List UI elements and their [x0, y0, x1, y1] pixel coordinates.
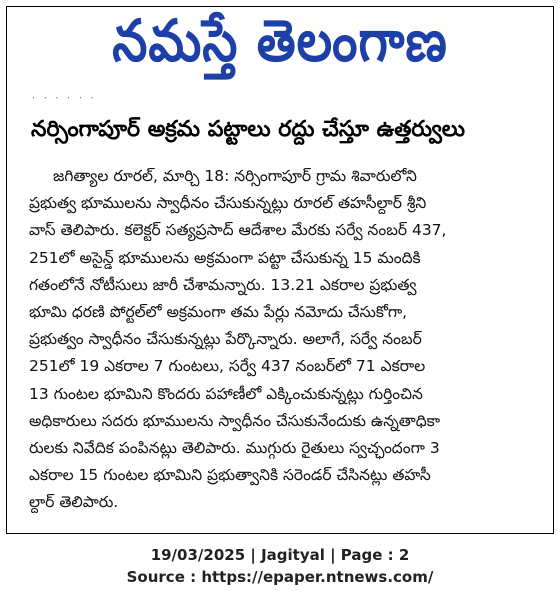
page-footer	[0, 544, 560, 588]
partial-header-text: ॱ ॱ ॱ ॱ ॱ ॱ	[32, 96, 97, 103]
body-line: 251లో 19 ఎకరాల 7 గుంటలు, సర్వే 437 నంబర్‌లో 71 ఎకరాల	[29, 357, 426, 376]
body-line: ప్రభుత్వ భూములను స్వాధీనం చేసుకున్నట్లు రూరల్ తహసీల్దార్ శ్రీని	[29, 194, 427, 213]
body-line: రులకు నివేదిక పంపినట్లు తెలిపారు. ముగ్గురు రైతులు స్వచ్ఛందంగా 3	[29, 439, 440, 458]
masthead	[7, 9, 553, 87]
body-line: గతంలోనే నోటీసులు జారీ చేశామన్నారు. 13.21 ఎకరాల ప్రభుత్వ	[29, 275, 417, 294]
body-line: ఎకరాల 15 గుంటల భూమిని ప్రభుత్వానికి సరెండర్ చేసినట్లు తహసీ	[29, 466, 431, 485]
body-line: ప్రభుత్వం స్వాధీనం చేసుకున్నట్లు పేర్కొన్నారు. అలాగే, సర్వే నంబర్	[29, 330, 422, 349]
body-line: 13 గుంటల భూమిని కొందరు పహాణీలో ఎక్కించుకున్నట్లు గుర్తించిన	[29, 384, 423, 403]
body-line: 251లో అసైన్డ్ భూములను అక్రమంగా పట్టా చేసుకున్న 15 మందికి	[29, 248, 421, 267]
footer-source: Source : https://epaper.ntnews.com/	[126, 568, 434, 586]
body-line: భూమి ధరణి పోర్టల్‌లో అక్రమంగా తమ పేర్లు నమోదు చేసుకోగా,	[29, 303, 408, 322]
article-headline: నర్సింగాపూర్ అక్రమ పట్టాలు రద్దు చేస్తూ ఉత్తర్వులు	[31, 117, 466, 142]
footer-meta: 19/03/2025 | Jagityal | Page : 2	[150, 546, 410, 564]
news-clipping	[6, 6, 554, 534]
body-line: జగిత్యాల రూరల్, మార్చి 18: నర్సింగాపూర్ గ్రామ శివారులోని	[53, 167, 417, 185]
body-line: అధికారులు సదరు భూములను స్వాధీనం చేసుకునేందుకు ఉన్నతాధికా	[29, 411, 441, 430]
body-line: వాస్ తెలిపారు. కలెక్టర్ సత్యప్రసాద్ ఆదేశాల మేరకు సర్వే నంబర్ 437,	[29, 221, 447, 240]
article-body	[29, 163, 534, 517]
masthead-logo: నమస్తే తెలంగాణ	[112, 7, 448, 74]
body-line: ల్దార్ తెలిపారు.	[29, 493, 119, 512]
